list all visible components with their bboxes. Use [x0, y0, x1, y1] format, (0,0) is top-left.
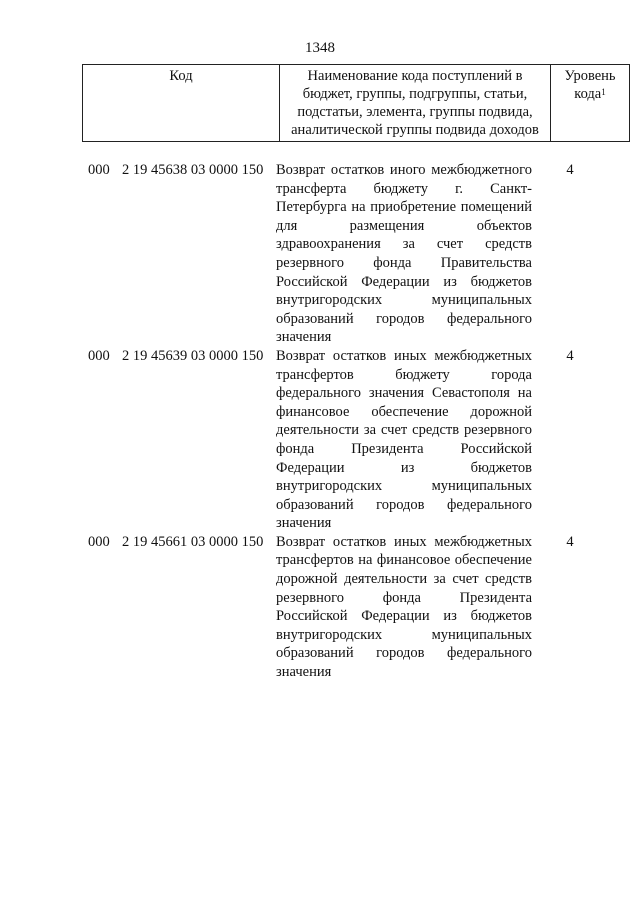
row-level: 4 — [566, 533, 574, 550]
row-name: Возврат остатков иных межбюджетных трансфертов бюджету города федерального значения Севастополя на финансовое обеспечение дорожной деятельности за счет средств резервного фонда Президента Российской Федерации из бюджетов внутригородских муниципальных образований городов федерального значения — [276, 347, 532, 532]
row-code: 2 19 45638 03 0000 150 — [122, 162, 264, 178]
row-admin-code: 000 — [88, 162, 110, 178]
table-row — [82, 161, 608, 347]
row-name: Возврат остатков иного межбюджетного трансферта бюджету г. Санкт-Петербурга на приобретение помещений для размещения объектов здравоохранения за счет средств резервного фонда Правительства Российской Федерации из бюджетов внутригородских муниципальных образований городов федерального значения — [276, 162, 532, 346]
page-number: 1348 — [305, 40, 335, 56]
header-code: Код — [83, 65, 280, 142]
table-header — [82, 64, 630, 142]
row-admin-code: 000 — [88, 533, 110, 550]
row-code: 2 19 45661 03 0000 150 — [122, 533, 264, 550]
row-name: Возврат остатков иных межбюджетных трансфертов на финансовое обеспечение дорожной деятельности за счет средств резервного фонда Президента Российской Федерации из бюджетов внутригородских муниципальных образований городов федерального значения — [276, 533, 532, 681]
table-row — [82, 347, 608, 533]
table-row — [82, 533, 608, 682]
header-name: Наименование кода поступлений в бюджет, группы, подгруппы, статьи, подстатьи, элемента, группы подвида, аналитической группы подвида доходов — [280, 65, 551, 142]
header-level-label: Уровень кода — [564, 68, 616, 102]
row-code: 2 19 45639 03 0000 150 — [122, 347, 264, 364]
table-body — [82, 161, 608, 682]
row-admin-code: 000 — [88, 347, 110, 364]
row-level: 4 — [566, 162, 574, 178]
header-level — [551, 65, 630, 142]
header-level-footnote: 1 — [601, 87, 606, 97]
row-level: 4 — [566, 347, 574, 364]
